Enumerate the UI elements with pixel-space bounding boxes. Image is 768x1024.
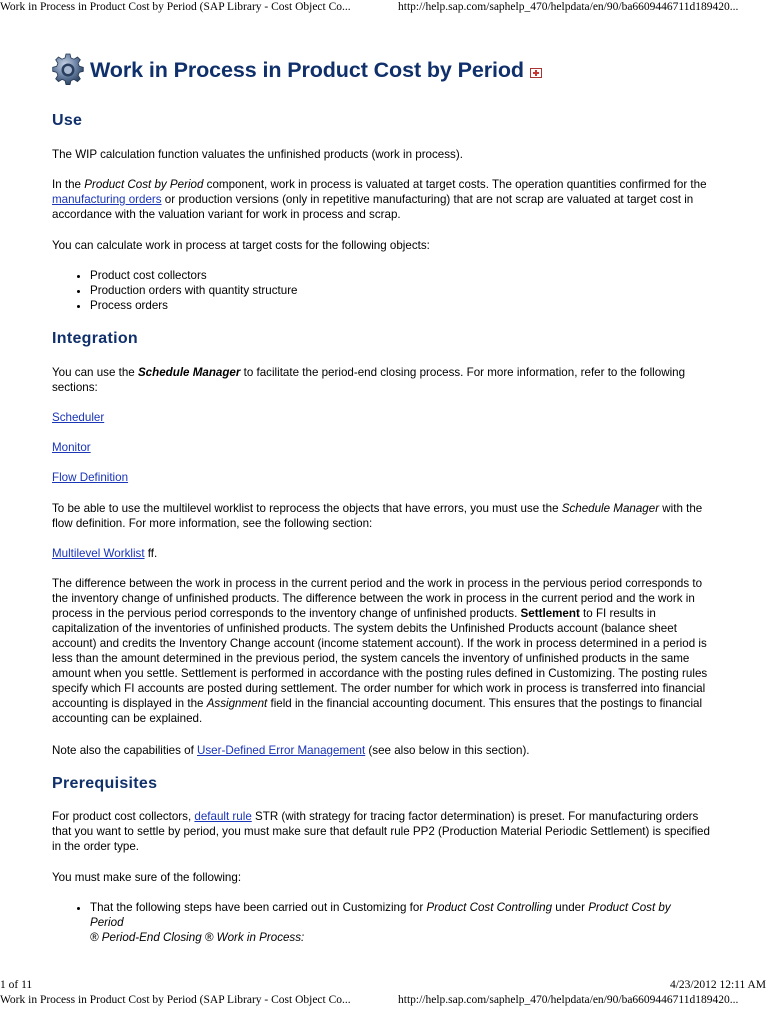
- section-heading-prerequisites: Prerequisites: [52, 775, 158, 792]
- page-title: Work in Process in Product Cost by Period: [90, 57, 524, 82]
- prerequisites-list: [52, 900, 714, 945]
- print-datetime: 4/23/2012 12:11 AM: [669, 979, 766, 991]
- integration-paragraph-2: To be able to use the multilevel worklist to reprocess the objects that have errors, you must use the Schedule Manager with the flow definition. For more information, see the following section:: [52, 502, 703, 530]
- link-scheduler[interactable]: Scheduler: [52, 411, 105, 424]
- section-heading-use: Use: [52, 112, 83, 129]
- integration-paragraph-4: Note also the capabilities of User-Defined Error Management (see also below in this section).: [52, 744, 530, 757]
- expand-icon[interactable]: [530, 68, 542, 78]
- link-default-rule[interactable]: default rule: [194, 810, 252, 823]
- list-item: • That the following steps have been carried out in Customizing for Product Cost Controlling under Product Cost by Period ® Period-End Closing ® Work in Process:: [90, 900, 706, 945]
- customizing-path: ® Period-End Closing ® Work in Process:: [90, 931, 305, 944]
- use-paragraph-3: You can calculate work in process at target costs for the following objects:: [52, 239, 430, 252]
- list-item: • Product cost collectors: [90, 268, 714, 283]
- integration-paragraph-1: You can use the Schedule Manager to facilitate the period-end closing process. For more information, refer to the following sections:: [52, 366, 686, 394]
- link-multilevel-worklist[interactable]: Multilevel Worklist: [52, 547, 145, 560]
- print-header: [0, 1, 768, 15]
- print-footer-url: http://help.sap.com/saphelp_470/helpdata/en/90/ba6609446711d189420...: [398, 994, 739, 1006]
- prerequisites-paragraph-1: For product cost collectors, default rule STR (with strategy for tracing factor determination) is preset. For manufacturing orders that you want to settle by period, you must make sure that default rule PP2 (Production Material Periodic Settlement) is specified in the order type.: [52, 810, 710, 853]
- link-manufacturing-orders[interactable]: manufacturing orders: [52, 193, 162, 206]
- print-header-title: Work in Process in Product Cost by Period (SAP Library - Cost Object Co...: [0, 1, 351, 13]
- list-item: • Process orders: [90, 298, 714, 313]
- prerequisites-paragraph-2: You must make sure of the following:: [52, 871, 242, 884]
- use-paragraph-2: In the Product Cost by Period component, work in process is valuated at target costs. The operation quantities confirmed for the manufacturing orders or production versions (only in repetitive manufacturing) that are not scrap are valuated at target cost in accordance with the valuation variant for work in process and scrap.: [52, 178, 707, 221]
- link-monitor[interactable]: Monitor: [52, 441, 91, 454]
- use-objects-list: [52, 268, 714, 313]
- list-item: • Production orders with quantity structure: [90, 283, 714, 298]
- print-footer-title: Work in Process in Product Cost by Period (SAP Library - Cost Object Co...: [0, 994, 351, 1006]
- worklist-line: Multilevel Worklist ff.: [52, 547, 158, 560]
- section-heading-integration: Integration: [52, 330, 138, 347]
- page-number: 1 of 11: [0, 979, 33, 991]
- integration-paragraph-3: The difference between the work in process in the current period and the work in process in the pervious period corresponds to the inventory change of unfinished products. The difference between the work in process in the current period and the work in process in the pervious period corresponds to the inventory change of unfinished products. Settlement to FI results in capitalization of the inventories of unfinished products. The system debits the Unfinished Products account (balance sheet account) and credits the Inventory Change account (income statement account). If the work in process determined in a period is less than the amount determined in the previous period, the system cancels the inventory of unfinished products in the same amount when you settle. Settlement is performed in accordance with the posting rules defined in Customizing. The posting rules specify which FI accounts are posted during settlement. The order number for which work in process is transferred into financial accounting is displayed in the Assignment field in the financial accounting document. This ensures that the postings to financial accounting can be explained.: [52, 577, 708, 725]
- link-user-defined-error-management[interactable]: User-Defined Error Management: [197, 744, 366, 757]
- print-footer: [0, 994, 768, 1008]
- link-flow-definition[interactable]: Flow Definition: [52, 471, 129, 484]
- print-footer-meta: [0, 979, 768, 993]
- use-paragraph-1: The WIP calculation function valuates the unfinished products (work in process).: [52, 148, 463, 161]
- page-title-row: [50, 50, 714, 90]
- document-body: [52, 50, 714, 944]
- print-header-url: http://help.sap.com/saphelp_470/helpdata/en/90/ba6609446711d189420...: [398, 1, 739, 13]
- gear-icon: [50, 52, 86, 88]
